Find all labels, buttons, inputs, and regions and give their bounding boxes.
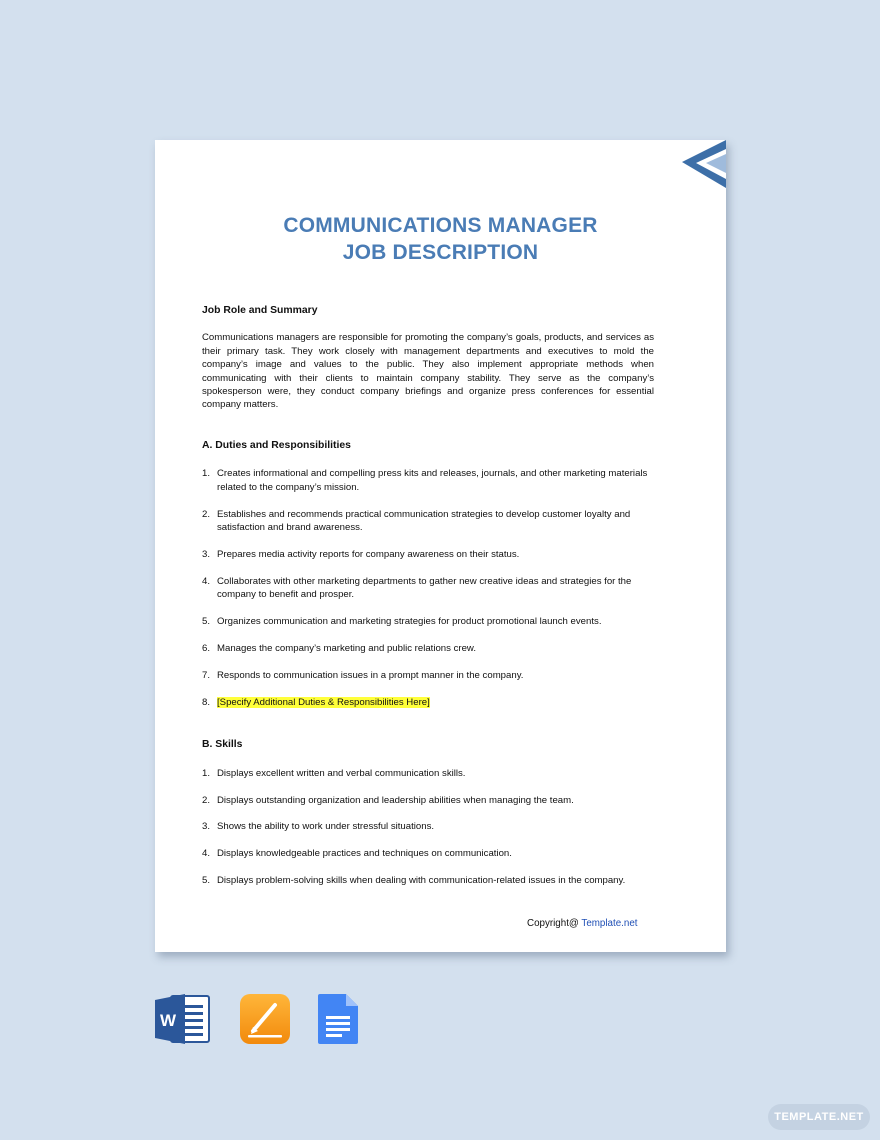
document-body bbox=[202, 304, 654, 901]
copyright-prefix: Copyright@ bbox=[527, 918, 582, 929]
list-item: 2. Establishes and recommends practical communication strategies to develop customer loyalty and satisfaction and brand awareness. bbox=[202, 508, 631, 533]
copyright-line bbox=[527, 918, 638, 929]
list-item: 7. Responds to communication issues in a prompt manner in the company. bbox=[202, 669, 524, 681]
list-item: 2. Displays outstanding organization and leadership abilities when managing the team. bbox=[202, 794, 574, 806]
list-item: 5. Displays problem-solving skills when dealing with communication-related issues in the company. bbox=[202, 875, 626, 887]
skills-list bbox=[202, 767, 654, 888]
duties-heading: A. Duties and Responsibilities bbox=[202, 439, 351, 451]
google-docs-icon[interactable] bbox=[317, 993, 359, 1045]
watermark-badge: TEMPLATE.NET bbox=[768, 1104, 870, 1130]
summary-heading: Job Role and Summary bbox=[202, 305, 318, 316]
list-item: 1. Creates informational and compelling press kits and releases, journals, and other marketing materials related to the company’s mission. bbox=[202, 468, 648, 493]
summary-text: Communications managers are responsible for promoting the company’s goals, products, and services as their primary task. They work closely with management departments and executives to mold the company’s image and values to the public. They also implement appropriate methods when communicating with their clients to maintain company stability. They serve as the company’s spokesperson were, they conduct company briefings and organize press conferences for essential company matters. bbox=[202, 332, 654, 411]
svg-text:W: W bbox=[159, 1011, 177, 1030]
list-item: 3. Shows the ability to work under stressful situations. bbox=[202, 821, 435, 833]
pages-icon[interactable] bbox=[239, 993, 291, 1045]
corner-triangle-icon bbox=[682, 140, 726, 188]
list-item: 8. [Specify Additional Duties & Responsibilities Here] bbox=[202, 696, 430, 708]
template-link[interactable]: Template.net bbox=[581, 918, 638, 929]
skills-heading: B. Skills bbox=[202, 739, 243, 751]
list-item: 4. Collaborates with other marketing departments to gather new creative ideas and strategies for the company to benefit and prosper. bbox=[202, 575, 632, 601]
list-item: 4. Displays knowledgeable practices and techniques on communication. bbox=[202, 848, 512, 860]
duties-list bbox=[202, 467, 654, 709]
app-icons bbox=[155, 993, 365, 1045]
list-item: 6. Manages the company’s marketing and public relations crew. bbox=[202, 643, 476, 654]
list-item: 1. Displays excellent written and verbal communication skills. bbox=[202, 767, 466, 779]
document-page bbox=[155, 140, 726, 952]
placeholder-highlight: [Specify Additional Duties & Responsibilities Here] bbox=[217, 696, 430, 708]
title-line-1: COMMUNICATIONS MANAGER bbox=[283, 214, 598, 237]
document-title bbox=[155, 212, 726, 266]
word-icon[interactable] bbox=[155, 993, 211, 1045]
title-line-2: JOB DESCRIPTION bbox=[342, 241, 539, 264]
list-item: 3. Prepares media activity reports for company awareness on their status. bbox=[202, 548, 520, 560]
list-item: 5. Organizes communication and marketing strategies for product promotional launch events. bbox=[202, 616, 602, 628]
